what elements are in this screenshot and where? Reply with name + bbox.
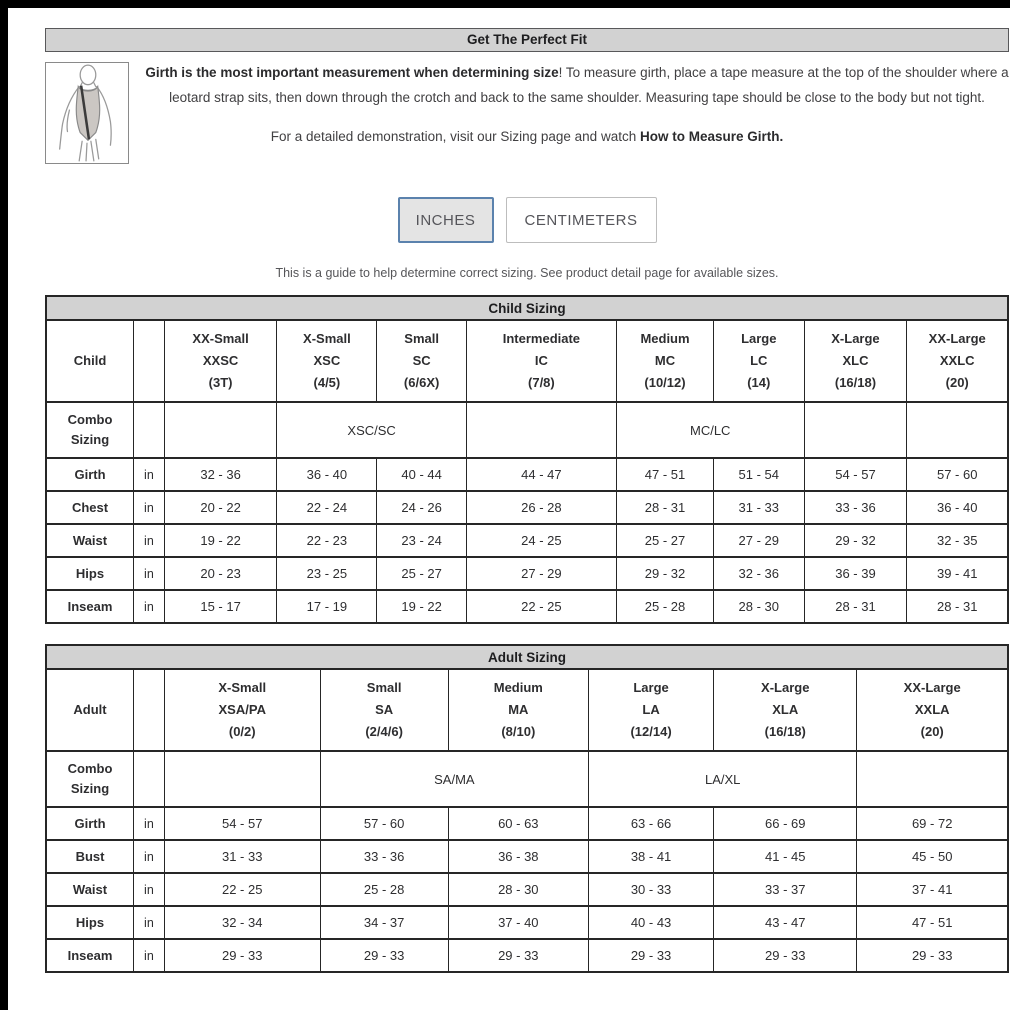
value-cell: 33 - 36	[804, 491, 907, 524]
value-cell: 57 - 60	[907, 458, 1008, 491]
value-cell: 33 - 36	[320, 840, 448, 873]
size-column-code: SA	[375, 702, 394, 717]
unit-cell: in	[134, 458, 165, 491]
size-column-code: XXLC	[939, 353, 975, 368]
value-cell: 29 - 32	[804, 524, 907, 557]
value-cell: 20 - 23	[164, 557, 277, 590]
value-cell: 27 - 29	[714, 524, 804, 557]
unit-cell: in	[134, 491, 165, 524]
value-cell: 15 - 17	[164, 590, 277, 623]
unit-cell: in	[134, 807, 165, 840]
size-column-name: XX-Large	[928, 331, 986, 346]
value-cell: 41 - 45	[714, 840, 857, 873]
size-column-code: XLC	[842, 353, 869, 368]
value-cell: 25 - 28	[320, 873, 448, 906]
value-cell: 24 - 25	[466, 524, 616, 557]
value-cell: 66 - 69	[714, 807, 857, 840]
size-column-code: SC	[412, 353, 431, 368]
table-title: Child Sizing	[46, 296, 1008, 320]
table-row	[46, 873, 1008, 906]
size-column-name: Large	[633, 680, 669, 695]
value-cell: 36 - 38	[448, 840, 588, 873]
value-cell: 36 - 40	[907, 491, 1008, 524]
value-cell: 22 - 25	[164, 873, 320, 906]
size-column-sizes: (0/2)	[228, 724, 256, 739]
combo-label: Combo Sizing	[46, 751, 134, 807]
combo-span-cell: SA/MA	[320, 751, 588, 807]
measurement-label: Girth	[46, 807, 134, 840]
value-cell: 69 - 72	[857, 807, 1008, 840]
combo-span-cell	[164, 402, 277, 458]
value-cell: 36 - 40	[277, 458, 377, 491]
size-column-header	[714, 669, 857, 751]
unit-header-cell	[134, 320, 165, 402]
value-cell: 22 - 25	[466, 590, 616, 623]
combo-span-cell	[857, 751, 1008, 807]
value-cell: 33 - 37	[714, 873, 857, 906]
size-column-sizes: (6/6X)	[403, 375, 440, 390]
unit-cell: in	[134, 906, 165, 939]
size-column-header	[857, 669, 1008, 751]
table-title-row	[46, 645, 1008, 669]
table-row	[46, 491, 1008, 524]
size-column-code: XXLA	[914, 702, 950, 717]
value-cell: 40 - 43	[589, 906, 714, 939]
page-frame-left	[0, 0, 8, 1010]
group-label: Adult	[46, 669, 134, 751]
size-column-code: MC	[654, 353, 676, 368]
table-title: Adult Sizing	[46, 645, 1008, 669]
sizing-guide-note: This is a guide to help determine correct sizing. See product detail page for available sizes.	[275, 266, 779, 280]
size-column-sizes: (4/5)	[313, 375, 341, 390]
value-cell: 29 - 33	[589, 939, 714, 972]
value-cell: 32 - 36	[714, 557, 804, 590]
size-column-sizes: (10/12)	[644, 375, 686, 390]
value-cell: 60 - 63	[448, 807, 588, 840]
group-label: Child	[46, 320, 134, 402]
value-cell: 39 - 41	[907, 557, 1008, 590]
size-column-code: LC	[750, 353, 768, 368]
size-column-header	[277, 320, 377, 402]
unit-cell: in	[134, 873, 165, 906]
table-row	[46, 840, 1008, 873]
table-row	[46, 807, 1008, 840]
value-cell: 29 - 33	[448, 939, 588, 972]
size-column-sizes: (12/14)	[630, 724, 672, 739]
size-column-name: X-Small	[303, 331, 351, 346]
value-cell: 19 - 22	[164, 524, 277, 557]
size-column-header	[714, 320, 804, 402]
value-cell: 26 - 28	[466, 491, 616, 524]
child-table	[45, 295, 1009, 624]
demo-note-prefix: For a detailed demonstration, visit our Sizing page and watch	[270, 129, 640, 144]
size-column-sizes: (20)	[945, 375, 969, 390]
intro-section	[45, 60, 1009, 164]
measurement-label: Waist	[46, 873, 134, 906]
table-row	[46, 906, 1008, 939]
value-cell: 29 - 33	[320, 939, 448, 972]
measurement-label: Hips	[46, 557, 134, 590]
value-cell: 54 - 57	[804, 458, 907, 491]
measurement-label: Bust	[46, 840, 134, 873]
value-cell: 36 - 39	[804, 557, 907, 590]
value-cell: 32 - 34	[164, 906, 320, 939]
value-cell: 32 - 35	[907, 524, 1008, 557]
size-column-sizes: (7/8)	[528, 375, 555, 390]
value-cell: 47 - 51	[616, 458, 713, 491]
value-cell: 28 - 30	[714, 590, 804, 623]
leotard-girth-diagram-icon	[45, 62, 129, 164]
combo-span-cell: XSC/SC	[277, 402, 467, 458]
size-column-sizes: (20)	[920, 724, 944, 739]
combo-span-cell	[804, 402, 907, 458]
page-content	[45, 0, 1009, 973]
unit-cell: in	[134, 939, 165, 972]
combo-span-cell	[466, 402, 616, 458]
value-cell: 22 - 24	[277, 491, 377, 524]
demo-note-bold: How to Measure Girth.	[639, 129, 784, 144]
value-cell: 28 - 30	[448, 873, 588, 906]
value-cell: 32 - 36	[164, 458, 277, 491]
size-column-name: Large	[741, 331, 777, 346]
girth-instructions	[145, 60, 1009, 110]
value-cell: 29 - 33	[164, 939, 320, 972]
value-cell: 44 - 47	[466, 458, 616, 491]
adult-sizing-table	[45, 644, 1009, 973]
size-column-code: MA	[508, 702, 529, 717]
page-title: Get The Perfect Fit	[45, 28, 1009, 52]
table-row	[46, 590, 1008, 623]
size-header-row	[46, 669, 1008, 751]
demo-note	[45, 129, 1009, 144]
measurement-label: Hips	[46, 906, 134, 939]
value-cell: 40 - 44	[377, 458, 466, 491]
size-column-sizes: (3T)	[208, 375, 233, 390]
value-cell: 20 - 22	[164, 491, 277, 524]
table-row	[46, 557, 1008, 590]
unit-header-cell	[134, 669, 165, 751]
measurement-label: Chest	[46, 491, 134, 524]
value-cell: 29 - 32	[616, 557, 713, 590]
value-cell: 22 - 23	[277, 524, 377, 557]
size-column-header	[320, 669, 448, 751]
size-column-name: X-Large	[831, 331, 880, 346]
size-column-name: XX-Large	[903, 680, 961, 695]
size-column-name: Intermediate	[502, 331, 581, 346]
size-column-code: XXSC	[202, 353, 239, 368]
size-column-header	[616, 320, 713, 402]
value-cell: 63 - 66	[589, 807, 714, 840]
combo-unit-cell	[134, 402, 165, 458]
size-column-header	[466, 320, 616, 402]
value-cell: 23 - 24	[377, 524, 466, 557]
size-column-sizes: (14)	[747, 375, 771, 390]
size-column-header	[164, 669, 320, 751]
size-header-row	[46, 320, 1008, 402]
value-cell: 17 - 19	[277, 590, 377, 623]
value-cell: 29 - 33	[714, 939, 857, 972]
unit-cell: in	[134, 557, 165, 590]
size-column-header	[589, 669, 714, 751]
value-cell: 31 - 33	[164, 840, 320, 873]
page-frame-top	[0, 0, 1010, 8]
measurement-label: Inseam	[46, 939, 134, 972]
value-cell: 43 - 47	[714, 906, 857, 939]
combo-span-cell	[907, 402, 1008, 458]
size-column-sizes: (8/10)	[501, 724, 536, 739]
table-row	[46, 524, 1008, 557]
value-cell: 28 - 31	[804, 590, 907, 623]
size-column-sizes: (16/18)	[764, 724, 806, 739]
combo-label: Combo Sizing	[46, 402, 134, 458]
size-column-name: Medium	[640, 331, 690, 346]
combo-span-cell: LA/XL	[589, 751, 857, 807]
value-cell: 24 - 26	[377, 491, 466, 524]
size-column-code: XLA	[772, 702, 799, 717]
size-column-name: Small	[404, 331, 439, 346]
value-cell: 37 - 40	[448, 906, 588, 939]
value-cell: 29 - 33	[857, 939, 1008, 972]
value-cell: 57 - 60	[320, 807, 448, 840]
combo-unit-cell	[134, 751, 165, 807]
size-column-header	[377, 320, 466, 402]
size-column-code: LA	[642, 702, 660, 717]
value-cell: 31 - 33	[714, 491, 804, 524]
unit-cell: in	[134, 840, 165, 873]
value-cell: 54 - 57	[164, 807, 320, 840]
size-column-name: Small	[366, 680, 402, 695]
size-column-header	[448, 669, 588, 751]
measurement-label: Waist	[46, 524, 134, 557]
value-cell: 25 - 27	[616, 524, 713, 557]
value-cell: 37 - 41	[857, 873, 1008, 906]
size-column-code: XSA/PA	[218, 702, 266, 717]
centimeters-button[interactable]: CENTIMETERS	[506, 197, 657, 243]
value-cell: 47 - 51	[857, 906, 1008, 939]
size-column-header	[164, 320, 277, 402]
size-column-name: XX-Small	[192, 331, 249, 346]
combo-span-cell: MC/LC	[616, 402, 804, 458]
girth-instructions-body: ! To measure girth, place a tape measure at the top of the shoulder where a leotard strap sits, then down through the crotch and back to the same shoulder. Measuring tape should be close to the body but not tight.	[169, 65, 1009, 105]
value-cell: 30 - 33	[589, 873, 714, 906]
size-column-code: XSC	[313, 353, 341, 368]
unit-cell: in	[134, 590, 165, 623]
combo-sizing-row	[46, 751, 1008, 807]
value-cell: 25 - 28	[616, 590, 713, 623]
size-column-sizes: (2/4/6)	[365, 724, 403, 739]
value-cell: 23 - 25	[277, 557, 377, 590]
measurement-label: Girth	[46, 458, 134, 491]
value-cell: 28 - 31	[907, 590, 1008, 623]
value-cell: 25 - 27	[377, 557, 466, 590]
combo-sizing-row	[46, 402, 1008, 458]
table-title-row	[46, 296, 1008, 320]
table-row	[46, 939, 1008, 972]
girth-instructions-lead: Girth is the most important measurement when determining size	[145, 65, 559, 80]
size-column-name: Medium	[493, 680, 543, 695]
size-column-name: X-Small	[218, 680, 267, 695]
size-column-header	[907, 320, 1008, 402]
adult-table	[45, 644, 1009, 973]
inches-button[interactable]: INCHES	[398, 197, 494, 243]
child-sizing-table	[45, 295, 1009, 624]
size-column-sizes: (16/18)	[834, 375, 877, 390]
value-cell: 27 - 29	[466, 557, 616, 590]
combo-span-cell	[164, 751, 320, 807]
value-cell: 19 - 22	[377, 590, 466, 623]
value-cell: 34 - 37	[320, 906, 448, 939]
size-column-name: X-Large	[761, 680, 810, 695]
value-cell: 51 - 54	[714, 458, 804, 491]
value-cell: 45 - 50	[857, 840, 1008, 873]
unit-cell: in	[134, 524, 165, 557]
measurement-label: Inseam	[46, 590, 134, 623]
unit-toggle	[45, 197, 1009, 243]
size-column-code: IC	[534, 353, 548, 368]
table-row	[46, 458, 1008, 491]
value-cell: 28 - 31	[616, 491, 713, 524]
size-column-header	[804, 320, 907, 402]
value-cell: 38 - 41	[589, 840, 714, 873]
